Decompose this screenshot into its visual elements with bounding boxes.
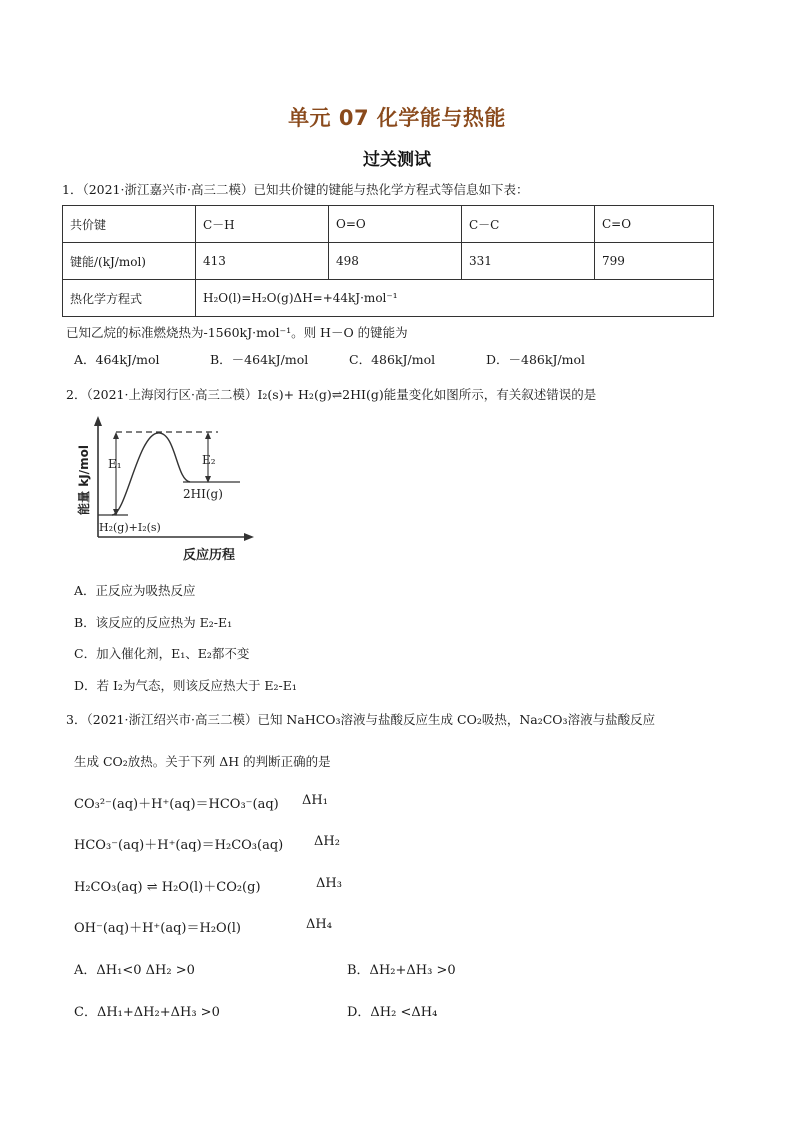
q3-option-b[interactable]: B．ΔH₂+ΔH₃ >0	[347, 963, 456, 978]
q1-option-b[interactable]: B．－464kJ/mol	[210, 352, 309, 367]
table-cell: C－H	[196, 206, 329, 243]
reactant-label: H₂(g)+I₂(s)	[99, 521, 161, 534]
q3-dh-1: ΔH₁	[302, 793, 328, 808]
q3-equation-1: CO₃²⁻(aq)＋H⁺(aq)＝HCO₃⁻(aq)	[74, 797, 279, 812]
table-cell: 热化学方程式	[63, 280, 196, 317]
q1-followup: 已知乙烷的标准燃烧热为-1560kJ·mol⁻¹。则 H－O 的键能为	[66, 325, 408, 340]
table-cell: 498	[329, 243, 462, 280]
table-row	[63, 206, 714, 243]
energy-diagram	[68, 412, 268, 568]
page-title: 单元 07 化学能与热能	[288, 106, 506, 130]
q1-option-d[interactable]: D．－486kJ/mol	[486, 352, 586, 367]
page-subtitle: 过关测试	[363, 150, 431, 170]
x-axis-label: 反应历程	[183, 548, 236, 563]
q3-equation-3: H₂CO₃(aq) ⇌ H₂O(l)＋CO₂(g)	[74, 880, 261, 895]
table-cell: C=O	[595, 206, 714, 243]
q1-option-a[interactable]: A．464kJ/mol	[74, 352, 160, 367]
q3-option-d[interactable]: D．ΔH₂ <ΔH₄	[347, 1005, 438, 1020]
e2-arrow-up-icon	[205, 432, 211, 439]
q3-dh-4: ΔH₄	[306, 917, 332, 932]
table-row	[63, 280, 714, 317]
product-label: 2HI(g)	[183, 487, 223, 501]
x-axis-arrow-icon	[244, 533, 254, 541]
q3-stem-line1: 3．（2021·浙江绍兴市·高三二模）已知 NaHCO₃溶液与盐酸反应生成 CO₂吸热，Na₂CO₃溶液与盐酸反应	[66, 712, 656, 727]
table-cell: O=O	[329, 206, 462, 243]
q2-stem: 2．（2021·上海闵行区·高三二模）I₂(s)+ H₂(g)⇌2HI(g)能量变化如图所示，有关叙述错误的是	[66, 387, 597, 402]
bond-energy-table	[62, 205, 714, 317]
q3-option-a[interactable]: A．ΔH₁<0 ΔH₂ >0	[74, 963, 195, 978]
e2-label: E₂	[202, 453, 216, 467]
q1-stem: 1．（2021·浙江嘉兴市·高三二模）已知共价键的键能与热化学方程式等信息如下表：	[62, 182, 529, 197]
q3-equation-2: HCO₃⁻(aq)＋H⁺(aq)＝H₂CO₃(aq)	[74, 838, 284, 853]
y-axis-arrow-icon	[94, 416, 102, 426]
q3-equation-4: OH⁻(aq)＋H⁺(aq)＝H₂O(l)	[74, 921, 241, 936]
q2-option-d[interactable]: D．若 I₂为气态，则该反应热大于 E₂-E₁	[74, 678, 297, 693]
table-cell-equation: H₂O(l)=H₂O(g)ΔH=+44kJ·mol⁻¹	[196, 280, 714, 317]
table-row	[63, 243, 714, 280]
q2-option-c[interactable]: C．加入催化剂，E₁、E₂都不变	[74, 646, 250, 661]
q2-option-a[interactable]: A．正反应为吸热反应	[74, 583, 196, 598]
q1-option-c[interactable]: C．486kJ/mol	[349, 352, 436, 367]
q3-dh-3: ΔH₃	[316, 876, 342, 891]
table-cell: 键能/(kJ/mol)	[63, 243, 196, 280]
table-cell: 799	[595, 243, 714, 280]
energy-curve	[112, 433, 190, 515]
table-cell: C－C	[462, 206, 595, 243]
e1-arrow-up-icon	[113, 432, 119, 439]
q3-dh-2: ΔH₂	[314, 834, 340, 849]
table-cell: 331	[462, 243, 595, 280]
table-cell: 共价键	[63, 206, 196, 243]
q2-option-b[interactable]: B．该反应的反应热为 E₂-E₁	[74, 615, 233, 630]
table-cell: 413	[196, 243, 329, 280]
e1-label: E₁	[108, 457, 122, 471]
q3-option-c[interactable]: C．ΔH₁+ΔH₂+ΔH₃ >0	[74, 1005, 220, 1020]
y-axis-label: 能量 kJ/mol	[77, 445, 91, 515]
q3-stem-line2: 生成 CO₂放热。关于下列 ΔH 的判断正确的是	[74, 754, 331, 769]
